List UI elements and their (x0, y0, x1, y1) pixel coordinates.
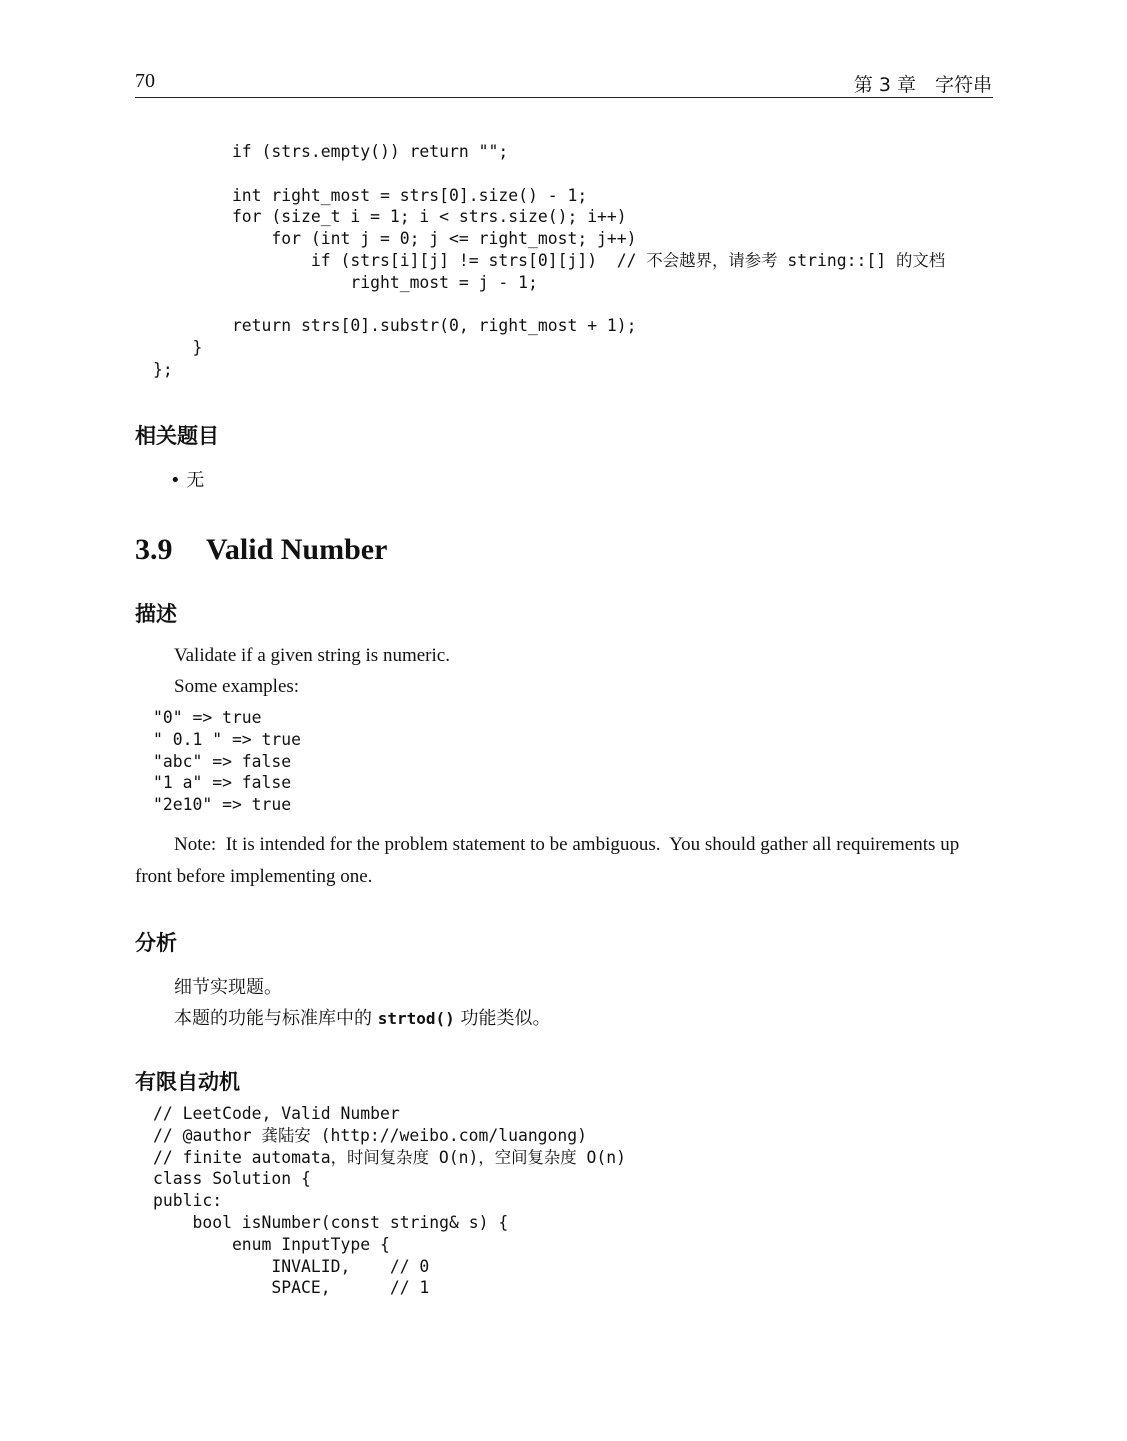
code-line: // LeetCode, Valid Number (153, 1104, 400, 1123)
analysis-line1: 细节实现题。 (174, 977, 282, 998)
example-line: "1 a" => false (153, 773, 292, 793)
description-para2: Some examples: (174, 676, 300, 697)
code-line: // @author 龚陆安 (http://weibo.com/luangong) (153, 1125, 588, 1145)
page-number: 70 (135, 70, 155, 92)
code-line (153, 163, 945, 185)
code-line: SPACE, // 1 (153, 1278, 430, 1298)
code-line: return strs[0].substr(0, right_most + 1); (153, 316, 637, 336)
example-line: "2e10" => true (153, 795, 292, 815)
code-line: INVALID, // 0 (153, 1256, 430, 1276)
analysis-heading: 分析 (135, 931, 177, 955)
analysis-line2-pre: 本题的功能与标准库中的 (174, 1008, 378, 1029)
note-line2: front before implementing one. (135, 866, 373, 887)
analysis-line2 (174, 1004, 551, 1030)
related-heading: 相关题目 (135, 424, 219, 448)
code-line: for (int j = 0; j <= right_most; j++) (153, 229, 637, 249)
description-heading: 描述 (135, 602, 177, 626)
analysis-line2-post: 功能类似。 (454, 1008, 551, 1029)
note-line1: Note: It is intended for the problem statement to be ambiguous. You should gather all requirements up (174, 834, 960, 855)
related-item-label: 无 (186, 470, 205, 491)
code-line: if (strs[i][j] != strs[0][j]) // 不会越界，请参考 string::[] 的文档 (153, 250, 946, 270)
bullet: • (170, 470, 187, 491)
example-line: " 0.1 " => true (153, 729, 302, 749)
chapter-title: 第 3 章 字符串 (853, 74, 992, 96)
code-line: bool isNumber(const string& s) { (153, 1212, 509, 1232)
code-line: class Solution { (153, 1169, 311, 1189)
analysis-line2-code: strtod() (377, 1009, 455, 1028)
example-line: "0" => true (153, 708, 262, 727)
code-block-automaton (153, 1103, 626, 1299)
description-para1: Validate if a given string is numeric. (174, 645, 450, 666)
code-line: for (size_t i = 1; i < strs.size(); i++) (153, 207, 627, 227)
section-number: 3.9 (135, 533, 173, 566)
header-rule (135, 97, 993, 98)
code-line: } (153, 338, 203, 358)
related-list-item (170, 466, 204, 492)
examples-block (153, 707, 301, 816)
example-line: "abc" => false (153, 751, 292, 771)
automaton-heading: 有限自动机 (135, 1070, 240, 1094)
code-line: // finite automata，时间复杂度 O(n)，空间复杂度 O(n) (153, 1147, 626, 1167)
code-line: if (strs.empty()) return ""; (153, 142, 509, 161)
code-line: public: (153, 1191, 223, 1211)
code-line: int right_most = strs[0].size() - 1; (153, 185, 588, 205)
code-line: enum InputType { (153, 1234, 390, 1254)
code-line (153, 294, 945, 316)
code-line: right_most = j - 1; (153, 272, 538, 292)
section-title: Valid Number (206, 533, 388, 566)
code-line: }; (153, 359, 173, 379)
code-block-top (153, 141, 945, 381)
